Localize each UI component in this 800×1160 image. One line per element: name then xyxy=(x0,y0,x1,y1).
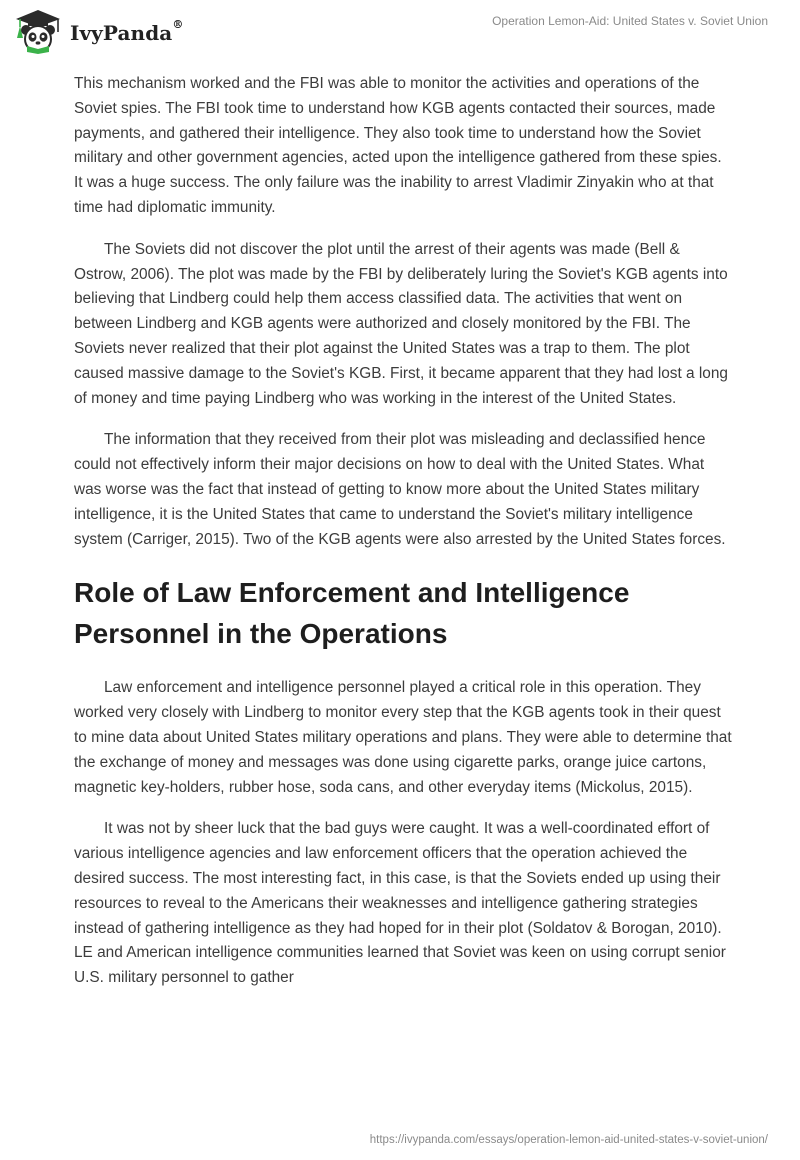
page-header xyxy=(0,0,800,62)
paragraph: This mechanism worked and the FBI was able to monitor the activities and operations of the Soviet spies. The FBI took time to understand how KGB agents contacted their sources, made payments, and gathered their intelligence. They also took time to understand how the Soviet military and other government agencies, acted upon the intelligence gathered from these spies. It was a huge success. The only failure was the inability to arrest Vladimir Zinyakin who at that time had diplomatic immunity. xyxy=(74,75,722,216)
paragraph: Law enforcement and intelligence personnel played a critical role in this operation. They worked very closely with Lindberg to monitor every step that the KGB agents took in their quest to mine data about United States military operations and plans. They were able to determine that the exchange of money and messages was done using cigarette parks, orange juice cartons, magnetic key-holders, rubber hose, soda cans, and other everyday items (Mickolus, 2015). xyxy=(74,679,732,796)
registered-mark: ® xyxy=(172,18,184,32)
panda-graduate-icon xyxy=(14,8,62,54)
section-heading: Role of Law Enforcement and Intelligence Personnel in the Operations xyxy=(74,577,630,650)
brand-name xyxy=(70,18,184,45)
paragraph: The information that they received from their plot was misleading and declassified hence could not effectively inform their major decisions on how to deal with the United States. What was worse was the fact that instead of getting to know more about the United States military intelligence, it is the United States that came to understand the Soviet's military intelligence system (Carriger, 2015). Two of the KGB agents were also arrested by the United States forces. xyxy=(74,431,726,548)
paragraph: The Soviets did not discover the plot until the arrest of their agents was made (Bell & Ostrow, 2006). The plot was made by the FBI by deliberately luring the Soviet's KGB agents into believing that Lindberg could help them access classified data. The activities that went on between Lindberg and KGB agents were authorized and closely monitored by the FBI. The Soviets never realized that their plot against the United States was a trap to them. The plot caused massive damage to the Soviet's KGB. First, it became apparent that they had lost a long of money and time paying Lindberg who was working in the interest of the United States. xyxy=(74,240,728,407)
essay-content xyxy=(74,72,734,1008)
brand-name-text: IvyPanda xyxy=(70,21,173,45)
source-url[interactable]: https://ivypanda.com/essays/operation-lemon-aid-united-states-v-soviet-union/ xyxy=(369,1134,768,1146)
brand-logo[interactable] xyxy=(14,8,183,54)
paragraph: It was not by sheer luck that the bad guys were caught. It was a well-coordinated effort of various intelligence agencies and law enforcement officers that the operation achieved the desired success. The most interesting fact, in this case, is that the Soviets ended up using their resources to reveal to the Americans their weaknesses and intelligence gathering strategies instead of gathering intelligence as they had hoped for in their plot (Soldatov & Borogan, 2010). LE and American intelligence communities learned that Soviet was keen on using corrupt senior U.S. military personnel to gather xyxy=(74,820,726,987)
document-title: Operation Lemon-Aid: United States v. Soviet Union xyxy=(492,14,768,28)
